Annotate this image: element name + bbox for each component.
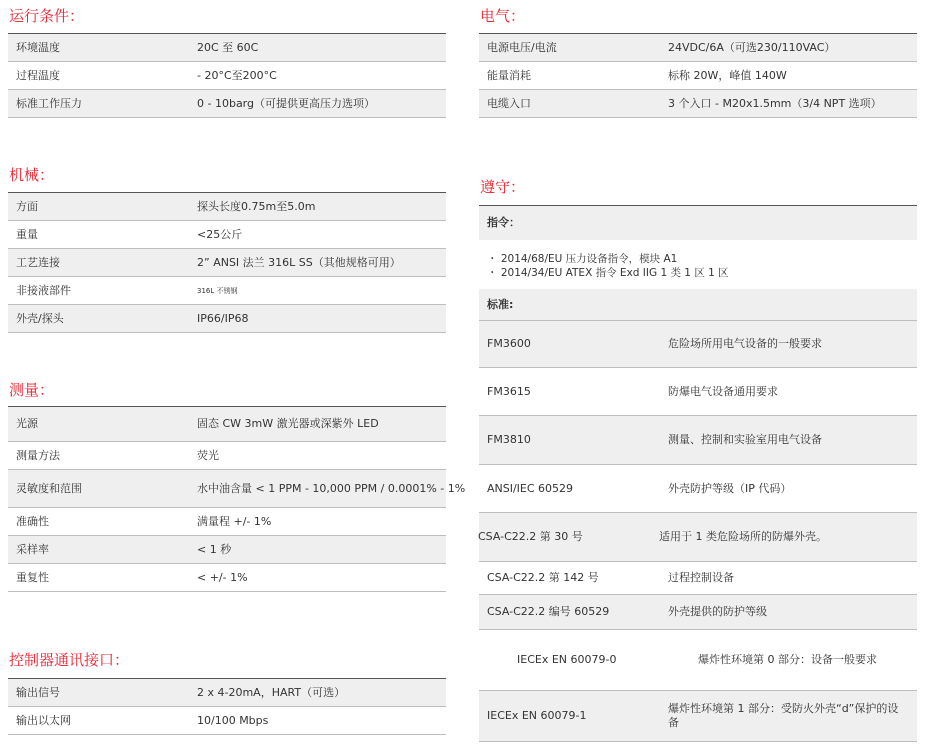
operating-conditions-title: 运行条件：: [9, 7, 85, 25]
directives-label: 指令：: [487, 216, 520, 229]
standard-code: IECEx EN 60079-0: [517, 653, 617, 666]
row-value: 荧光: [197, 448, 219, 462]
row-label: 输出信号: [16, 685, 60, 699]
row-value: 满量程 +/- 1%: [197, 514, 272, 528]
row-label: 重量: [16, 227, 38, 241]
standard-code: ANSI/IEC 60529: [487, 481, 574, 495]
row-value: - 20°C至200°C: [197, 68, 277, 82]
table-row: [8, 442, 446, 470]
row-label: 灵敏度和范围: [16, 481, 82, 495]
row-label: 电缆入口: [487, 96, 531, 110]
standard-desc: 爆炸性环境第 1 部分：受防火外壳“d”保护的设备: [668, 702, 899, 729]
standard-code: IECEx EN 60079-1: [487, 709, 587, 722]
row-label: 环境温度: [16, 40, 60, 54]
table-row: [479, 595, 917, 630]
standard-desc: 外壳提供的防护等级: [668, 605, 767, 618]
row-label: 准确性: [16, 514, 49, 528]
table-row: [8, 277, 446, 305]
measurement-title: 测量：: [9, 381, 55, 399]
table-row: [479, 321, 917, 368]
standard-desc: 外壳防护等级（IP 代码）: [668, 481, 792, 495]
table-row: [8, 249, 446, 277]
row-value: 探头长度0.75m至5.0m: [197, 199, 316, 213]
row-value: < 1 秒: [197, 542, 232, 556]
electrical-table: [479, 33, 917, 118]
directives-list-row: [479, 240, 917, 289]
row-value: 2” ANSI 法兰 316L SS（其他规格可用）: [197, 255, 401, 269]
row-label: 重复性: [16, 570, 49, 584]
table-row: [8, 508, 446, 536]
row-value: 20C 至 60C: [197, 40, 259, 54]
row-value: < +/- 1%: [197, 570, 248, 584]
table-row: [479, 34, 917, 62]
row-label: 电源电压/电流: [487, 40, 557, 54]
standards-heading-row: [479, 289, 917, 321]
standard-desc: 危险场所用电气设备的一般要求: [668, 337, 822, 350]
table-row: [8, 407, 446, 442]
row-label: 方面: [16, 199, 38, 213]
row-label: 输出以太网: [16, 713, 71, 727]
standard-code: FM3600: [487, 337, 531, 350]
table-row: [479, 630, 917, 691]
row-value: 24VDC/6A（可选230/110VAC）: [668, 40, 836, 54]
measurement-table: [8, 406, 466, 592]
operating-conditions-table: [8, 33, 446, 118]
row-label: 光源: [16, 417, 38, 430]
row-value: 3 个入口 - M20x1.5mm（3/4 NPT 选项）: [668, 96, 882, 110]
table-row: [479, 691, 917, 742]
standard-code: CSA-C22.2 第 30 号: [478, 530, 583, 543]
row-label: 外壳/探头: [16, 311, 64, 325]
controller-comms-title: 控制器通讯接口：: [9, 651, 130, 669]
list-item: ・ 2014/34/EU ATEX 指令 Exd IIG 1 类 1 区 1 区: [487, 267, 729, 279]
table-row: [8, 305, 446, 333]
directives-heading-row: [479, 206, 917, 240]
list-item: ・ 2014/68/EU 压力设备指令，模块 A1: [487, 253, 678, 265]
standard-desc: 过程控制设备: [668, 571, 734, 584]
table-row: [8, 707, 446, 735]
row-label: 采样率: [16, 542, 49, 556]
row-value: <25公斤: [197, 227, 243, 241]
directives-list: [487, 252, 729, 280]
table-row: [479, 62, 917, 90]
table-row: [8, 193, 446, 221]
standard-desc: 适用于 1 类危险场所的防爆外壳。: [659, 530, 827, 543]
electrical-title: 电气：: [480, 7, 526, 25]
table-row: [8, 90, 446, 118]
table-row: [479, 368, 917, 416]
standard-desc: 测量、控制和实验室用电气设备: [668, 433, 822, 446]
table-row: [479, 465, 917, 513]
row-value: 316L 不锈钢: [197, 286, 238, 295]
table-row: [8, 536, 446, 564]
row-label: 测量方法: [16, 448, 60, 462]
row-value: 固态 CW 3mW 激光器或深紫外 LED: [197, 417, 379, 430]
row-label: 非接液部件: [16, 283, 71, 297]
table-row: [8, 564, 446, 592]
row-label: 标准工作压力: [16, 96, 82, 110]
row-label: 过程温度: [16, 68, 60, 82]
table-row: [8, 679, 446, 707]
row-value: 0 - 10barg（可提供更高压力选项）: [197, 96, 375, 110]
table-row: [8, 221, 446, 249]
mechanical-table: [8, 192, 446, 333]
standard-desc: 防爆电气设备通用要求: [668, 384, 778, 398]
mechanical-title: 机械：: [9, 166, 55, 184]
row-value: IP66/IP68: [197, 311, 249, 325]
table-row: [479, 513, 917, 562]
table-row: [8, 62, 446, 90]
table-row: [8, 34, 446, 62]
table-row: [479, 416, 917, 465]
compliance-table: [479, 205, 917, 742]
row-label: 能量消耗: [487, 68, 531, 82]
standard-code: CSA-C22.2 第 142 号: [487, 571, 599, 584]
standard-desc: 爆炸性环境第 0 部分：设备一般要求: [698, 653, 877, 666]
row-value: 10/100 Mbps: [197, 713, 269, 727]
controller-comms-table: [8, 678, 446, 735]
compliance-title: 遵守：: [480, 178, 526, 196]
row-value: 2 x 4-20mA，HART（可选）: [197, 685, 346, 699]
row-value: 水中油含量 < 1 PPM - 10,000 PPM / 0.0001% - 1%: [197, 481, 466, 495]
row-value: 标称 20W，峰值 140W: [668, 68, 787, 82]
table-row: [8, 470, 466, 508]
row-label: 工艺连接: [16, 255, 60, 269]
standard-code: FM3810: [487, 433, 531, 446]
standard-code: FM3615: [487, 384, 531, 398]
table-row: [479, 562, 917, 595]
standard-code: CSA-C22.2 编号 60529: [487, 605, 610, 618]
table-row: [479, 90, 917, 118]
standards-label: 标准:: [487, 297, 514, 311]
